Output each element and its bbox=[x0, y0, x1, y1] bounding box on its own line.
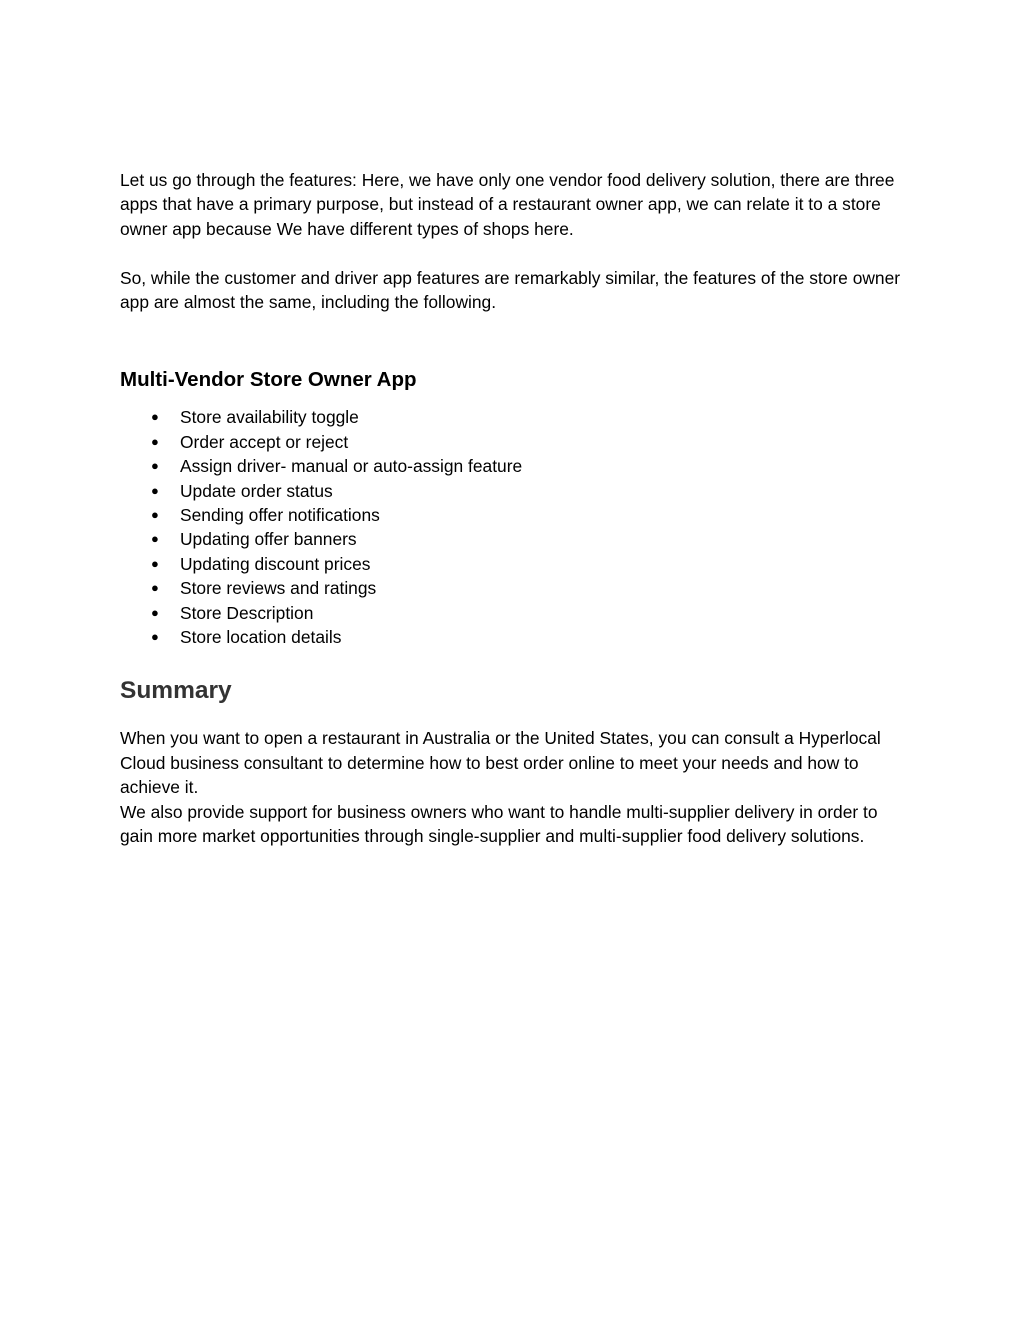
list-item bbox=[120, 527, 910, 551]
list-item-text: Store Description bbox=[180, 602, 314, 623]
list-item-text: Store availability toggle bbox=[180, 407, 359, 428]
list-item bbox=[120, 625, 910, 649]
list-item bbox=[120, 479, 910, 503]
intro-paragraph-2: So, while the customer and driver app features are remarkably similar, the features of the store owner app are almost the same, including the following. bbox=[120, 267, 901, 313]
summary-body bbox=[120, 726, 910, 848]
list-item-text: Store location details bbox=[180, 627, 342, 648]
list-item-text: Store reviews and ratings bbox=[180, 578, 377, 599]
store-owner-feature-list bbox=[120, 405, 910, 649]
bullet-icon: ● bbox=[151, 409, 159, 425]
bullet-icon: ● bbox=[151, 531, 159, 547]
summary-heading: Summary bbox=[120, 677, 232, 705]
bullet-icon: ● bbox=[151, 458, 159, 474]
bullet-icon: ● bbox=[151, 629, 159, 645]
list-item-text: Updating discount prices bbox=[180, 553, 371, 574]
bullet-icon: ● bbox=[151, 555, 159, 571]
list-item-text: Assign driver- manual or auto-assign feature bbox=[180, 456, 523, 477]
list-item-text: Update order status bbox=[180, 480, 333, 501]
list-item bbox=[120, 576, 910, 600]
document-page bbox=[120, 168, 910, 849]
list-item-text: Updating offer banners bbox=[180, 529, 357, 550]
intro-paragraph-1: Let us go through the features: Here, we have only one vendor food delivery solution, there are three apps that have a primary purpose, but instead of a restaurant owner app, we can relate it to a store owner app because We have different types of shops here. bbox=[120, 170, 895, 239]
list-item bbox=[120, 454, 910, 478]
bullet-icon: ● bbox=[151, 604, 159, 620]
bullet-icon: ● bbox=[151, 433, 159, 449]
bullet-icon: ● bbox=[151, 507, 159, 523]
list-item bbox=[120, 405, 910, 429]
summary-paragraph-1: When you want to open a restaurant in Australia or the United States, you can consult a Hyperlocal Cloud business consultant to determine how to best order online to meet your needs and how to achieve it. bbox=[120, 728, 881, 798]
bullet-icon: ● bbox=[151, 580, 159, 596]
list-item-text: Sending offer notifications bbox=[180, 505, 380, 526]
store-owner-app-heading: Multi-Vendor Store Owner App bbox=[120, 368, 417, 392]
list-item-text: Order accept or reject bbox=[180, 431, 349, 452]
list-item bbox=[120, 601, 910, 625]
list-item bbox=[120, 430, 910, 454]
bullet-icon: ● bbox=[151, 482, 159, 498]
list-item bbox=[120, 552, 910, 576]
summary-paragraph-2: We also provide support for business owners who want to handle multi-supplier delivery in order to gain more market opportunities through single-supplier and multi-supplier food delivery solutions. bbox=[120, 801, 878, 847]
list-item bbox=[120, 503, 910, 527]
